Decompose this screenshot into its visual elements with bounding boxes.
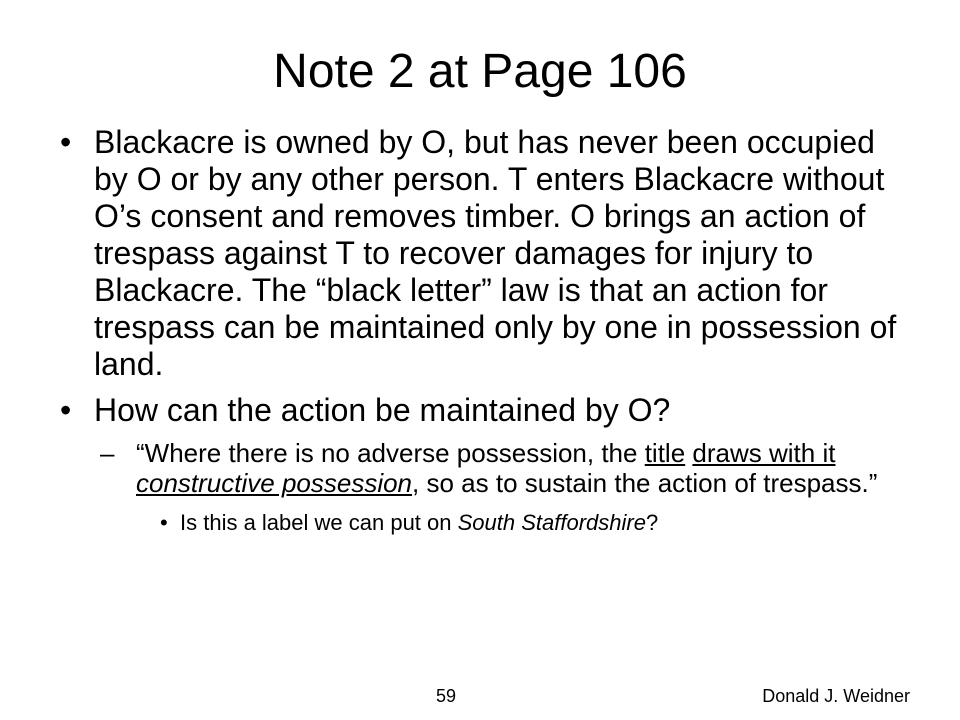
bullet-text: Blackacre is owned by O, but has never been occupied by O or by any other person. T enters Blackacre without O’s consent and removes timber. O brings an action of trespass against T to recover damages for injury to Blackacre. The “black letter” law is that an action for trespass can be maintained only by one in possession of land. [94,124,897,382]
bullet-item [60,124,900,383]
sub-bullet-item [100,438,900,498]
slide-number: 59 [436,686,457,706]
author-name: Donald J. Weidner [762,686,910,706]
dash-marker: – [100,438,115,468]
question-text-start: Is this a label we can put on [180,510,458,535]
bullet-item [60,392,900,429]
bullet-marker: • [60,392,72,428]
bullet-marker: • [60,124,72,160]
question-mark: ? [645,510,659,535]
case-name: South Staffordshire [457,510,646,535]
slide-body [60,124,900,536]
slide-title: Note 2 at Page 106 [273,45,687,98]
underlined-title: title [644,438,686,468]
underlined-draws-with-it: draws with it [692,438,836,468]
quote-text-end: , so as to sustain the action of trespass.” [412,468,878,498]
quote-text-start: “Where there is no adverse possession, the [136,438,645,468]
bullet-text: How can the action be maintained by O? [94,392,671,428]
sub-sub-bullet-item [160,510,900,536]
italic-underlined-constructive-possession: constructive possession [136,468,413,498]
bullet-marker: • [160,510,168,535]
